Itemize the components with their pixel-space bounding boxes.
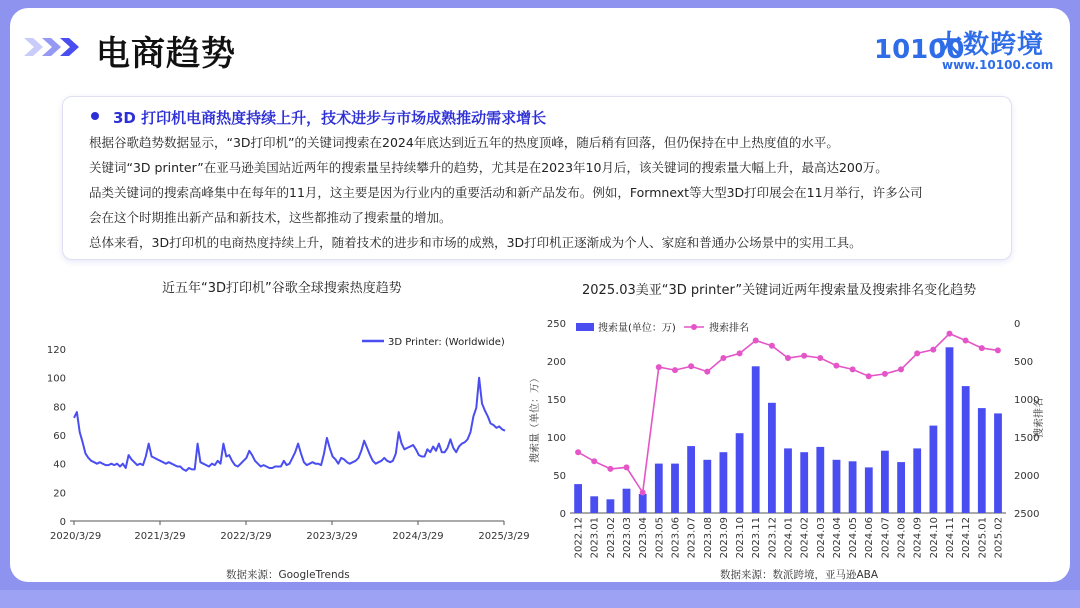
- x-tick-label: 2025.02: [993, 517, 1005, 559]
- x-tick-label: 2023.04: [638, 517, 650, 559]
- rank-point: [930, 347, 936, 353]
- rank-point: [914, 350, 920, 356]
- y-tick-label: 60: [53, 431, 66, 442]
- x-tick-label: 2023.10: [735, 517, 747, 559]
- y-right-tick-label: 2000: [1014, 471, 1040, 482]
- x-tick-label: 2020/3/29: [50, 531, 102, 542]
- bullet-icon: [91, 112, 99, 120]
- x-tick-label: 2024.07: [880, 517, 892, 559]
- rank-point: [995, 347, 1001, 353]
- x-tick-label: 2024.03: [815, 517, 827, 559]
- search-volume-bar: [574, 484, 582, 513]
- rank-point: [769, 343, 775, 349]
- y-left-tick-label: 200: [546, 357, 566, 368]
- left-chart-title: 近五年“3D打印机”谷歌全球搜索热度趋势: [162, 281, 402, 296]
- summary-paragraph: 总体来看，3D打印机的电商热度持续上升，随着技术的进步和市场的成熟，3D打印机正逐渐成为个人、家庭和普通办公场景中的实用工具。: [89, 235, 862, 250]
- x-tick-label: 2023.01: [589, 517, 601, 559]
- summary-paragraph: 会在这个时期推出新产品和新技术，这些都推动了搜索量的增加。: [89, 210, 452, 225]
- logo-text: 大数跨境: [936, 30, 1045, 60]
- rank-point: [672, 367, 678, 373]
- trend-series-line: [74, 378, 505, 471]
- x-tick-label: 2024.01: [783, 517, 795, 559]
- x-tick-label: 2024.02: [799, 517, 811, 559]
- legend-point-swatch: [691, 324, 697, 330]
- search-volume-bar: [736, 433, 744, 513]
- y-left-tick-label: 50: [553, 471, 566, 482]
- bottom-frame: [0, 590, 1080, 608]
- y-right-tick-label: 0: [1014, 319, 1021, 330]
- rank-point: [898, 366, 904, 372]
- search-volume-bar: [994, 413, 1002, 513]
- x-tick-label: 2023.09: [718, 517, 730, 559]
- x-tick-label: 2024/3/29: [392, 531, 444, 542]
- search-volume-bar: [623, 489, 631, 513]
- search-volume-bar: [720, 452, 728, 513]
- rank-point: [624, 464, 630, 470]
- legend-label: 搜索排名: [709, 323, 749, 334]
- search-volume-bar: [768, 403, 776, 513]
- rank-point: [882, 371, 888, 377]
- search-volume-bar: [800, 452, 808, 513]
- rank-point: [979, 345, 985, 351]
- logo-mark-text: 10100: [874, 35, 965, 65]
- y-tick-label: 100: [46, 373, 66, 385]
- search-volume-bar: [930, 426, 938, 513]
- x-tick-label: 2021/3/29: [134, 531, 186, 542]
- rank-point: [850, 366, 856, 372]
- right-chart-title: 2025.03美亚“3D printer”关键词近两年搜索量及搜索排名变化趋势: [582, 283, 977, 298]
- search-volume-bar: [849, 461, 857, 513]
- left-chart-source: 数据来源：GoogleTrends: [226, 569, 350, 581]
- y-tick-label: 20: [53, 488, 66, 500]
- x-tick-label: 2023.12: [767, 517, 779, 559]
- page-title: 电商趋势: [96, 34, 236, 74]
- y-left-axis-label: 搜索量（单位：万）: [530, 373, 541, 463]
- x-tick-label: 2022/3/29: [220, 531, 272, 542]
- y-right-tick-label: 500: [1014, 357, 1034, 368]
- summary-paragraph: 关键词“3D printer”在亚马逊美国站近两年的搜索量呈持续攀升的趋势，尤其是在2023年10月后，该关键词的搜索量大幅上升，最高达200万。: [89, 160, 888, 175]
- y-right-axis-label: 搜索排名: [1034, 398, 1045, 438]
- x-tick-label: 2025.01: [977, 517, 989, 559]
- search-volume-bar: [833, 460, 841, 513]
- search-volume-bar: [897, 462, 905, 513]
- rank-point: [640, 490, 646, 496]
- right-chart-source: 数据来源：数派跨境，亚马逊ABA: [720, 569, 879, 581]
- x-tick-label: 2024.05: [848, 517, 860, 559]
- rank-point: [753, 338, 759, 344]
- search-volume-bar: [703, 460, 711, 513]
- search-volume-bar: [752, 366, 760, 513]
- search-volume-bar: [784, 448, 792, 513]
- rank-point: [575, 449, 581, 455]
- rank-point: [720, 355, 726, 361]
- logo-mark-icon: [872, 24, 965, 70]
- summary-heading: 3D 打印机电商热度持续上升，技术进步与市场成熟推动需求增长: [113, 109, 547, 127]
- rank-point: [591, 458, 597, 464]
- x-tick-label: 2023/3/29: [306, 531, 358, 542]
- y-tick-label: 40: [53, 459, 66, 471]
- rank-point: [833, 363, 839, 369]
- legend-bar-swatch: [576, 323, 594, 331]
- x-tick-label: 2024.12: [961, 517, 973, 559]
- x-tick-label: 2024.06: [864, 517, 876, 559]
- x-tick-label: 2023.03: [622, 517, 633, 559]
- x-tick-label: 2024.11: [945, 517, 956, 559]
- search-volume-bar: [978, 408, 986, 513]
- search-volume-bar: [816, 447, 824, 513]
- rank-point: [688, 363, 694, 369]
- search-volume-bar: [865, 467, 873, 513]
- search-volume-bar: [946, 347, 954, 513]
- search-volume-bar: [655, 464, 663, 513]
- x-tick-label: 2023.02: [605, 517, 617, 559]
- search-volume-bar: [687, 446, 695, 513]
- google-trends-chart: [40, 322, 530, 562]
- rank-point: [607, 466, 613, 472]
- y-tick-label: 80: [53, 402, 66, 414]
- y-left-tick-label: 100: [546, 433, 566, 444]
- legend-label: 搜索量(单位：万): [598, 323, 676, 334]
- search-volume-bar: [607, 499, 615, 513]
- rank-point: [785, 355, 791, 361]
- rank-point: [963, 338, 969, 344]
- rank-point: [866, 373, 872, 379]
- y-left-tick-label: 250: [546, 319, 566, 330]
- search-volume-bar: [671, 464, 679, 513]
- x-tick-label: 2024.10: [928, 517, 940, 559]
- y-left-tick-label: 0: [559, 509, 566, 520]
- y-left-tick-label: 150: [546, 395, 566, 406]
- x-tick-label: 2023.05: [654, 517, 666, 559]
- x-tick-label: 2023.06: [670, 517, 682, 559]
- logo-url: www.10100.com: [942, 58, 1054, 72]
- brand-logo: [872, 24, 1052, 76]
- x-tick-label: 2023.11: [751, 517, 763, 559]
- chevrons-icon: [24, 36, 84, 58]
- rank-point: [817, 355, 823, 361]
- search-volume-bar: [590, 496, 598, 513]
- summary-card: [62, 96, 1012, 260]
- legend-label: 3D Printer: (Worldwide): [388, 337, 505, 348]
- x-tick-label: 2022.12: [573, 517, 585, 559]
- x-tick-label: 2023.08: [702, 517, 714, 559]
- x-tick-label: 2024.08: [896, 517, 908, 559]
- rank-point: [704, 369, 710, 375]
- x-tick-label: 2024.09: [912, 517, 924, 559]
- search-volume-bar: [881, 451, 889, 513]
- rank-point: [801, 353, 807, 359]
- rank-point: [947, 331, 953, 337]
- amazon-search-chart: [526, 304, 1046, 566]
- x-tick-label: 2024.04: [831, 517, 843, 559]
- summary-paragraph: 品类关键词的搜索高峰集中在每年的11月，这主要是因为行业内的重要活动和新产品发布。例如，Formnext等大型3D打印展会在11月举行，许多公司: [89, 185, 923, 200]
- rank-point: [737, 350, 743, 356]
- search-volume-bar: [913, 448, 921, 513]
- y-right-tick-label: 1500: [1014, 433, 1040, 444]
- y-right-tick-label: 1000: [1014, 395, 1040, 406]
- x-tick-label: 2023.07: [686, 517, 698, 559]
- y-right-tick-label: 2500: [1014, 509, 1040, 520]
- y-tick-label: 120: [46, 345, 66, 356]
- search-volume-bar: [639, 494, 647, 513]
- rank-point: [656, 364, 662, 370]
- y-tick-label: 0: [59, 517, 66, 528]
- x-tick-label: 2025/3/29: [478, 531, 530, 542]
- search-volume-bar: [962, 386, 970, 513]
- summary-paragraph: 根据谷歌趋势数据显示，“3D打印机”的关键词搜索在2024年底达到近五年的热度顶峰，随后稍有回落，但仍保持在中上热度值的水平。: [89, 135, 839, 150]
